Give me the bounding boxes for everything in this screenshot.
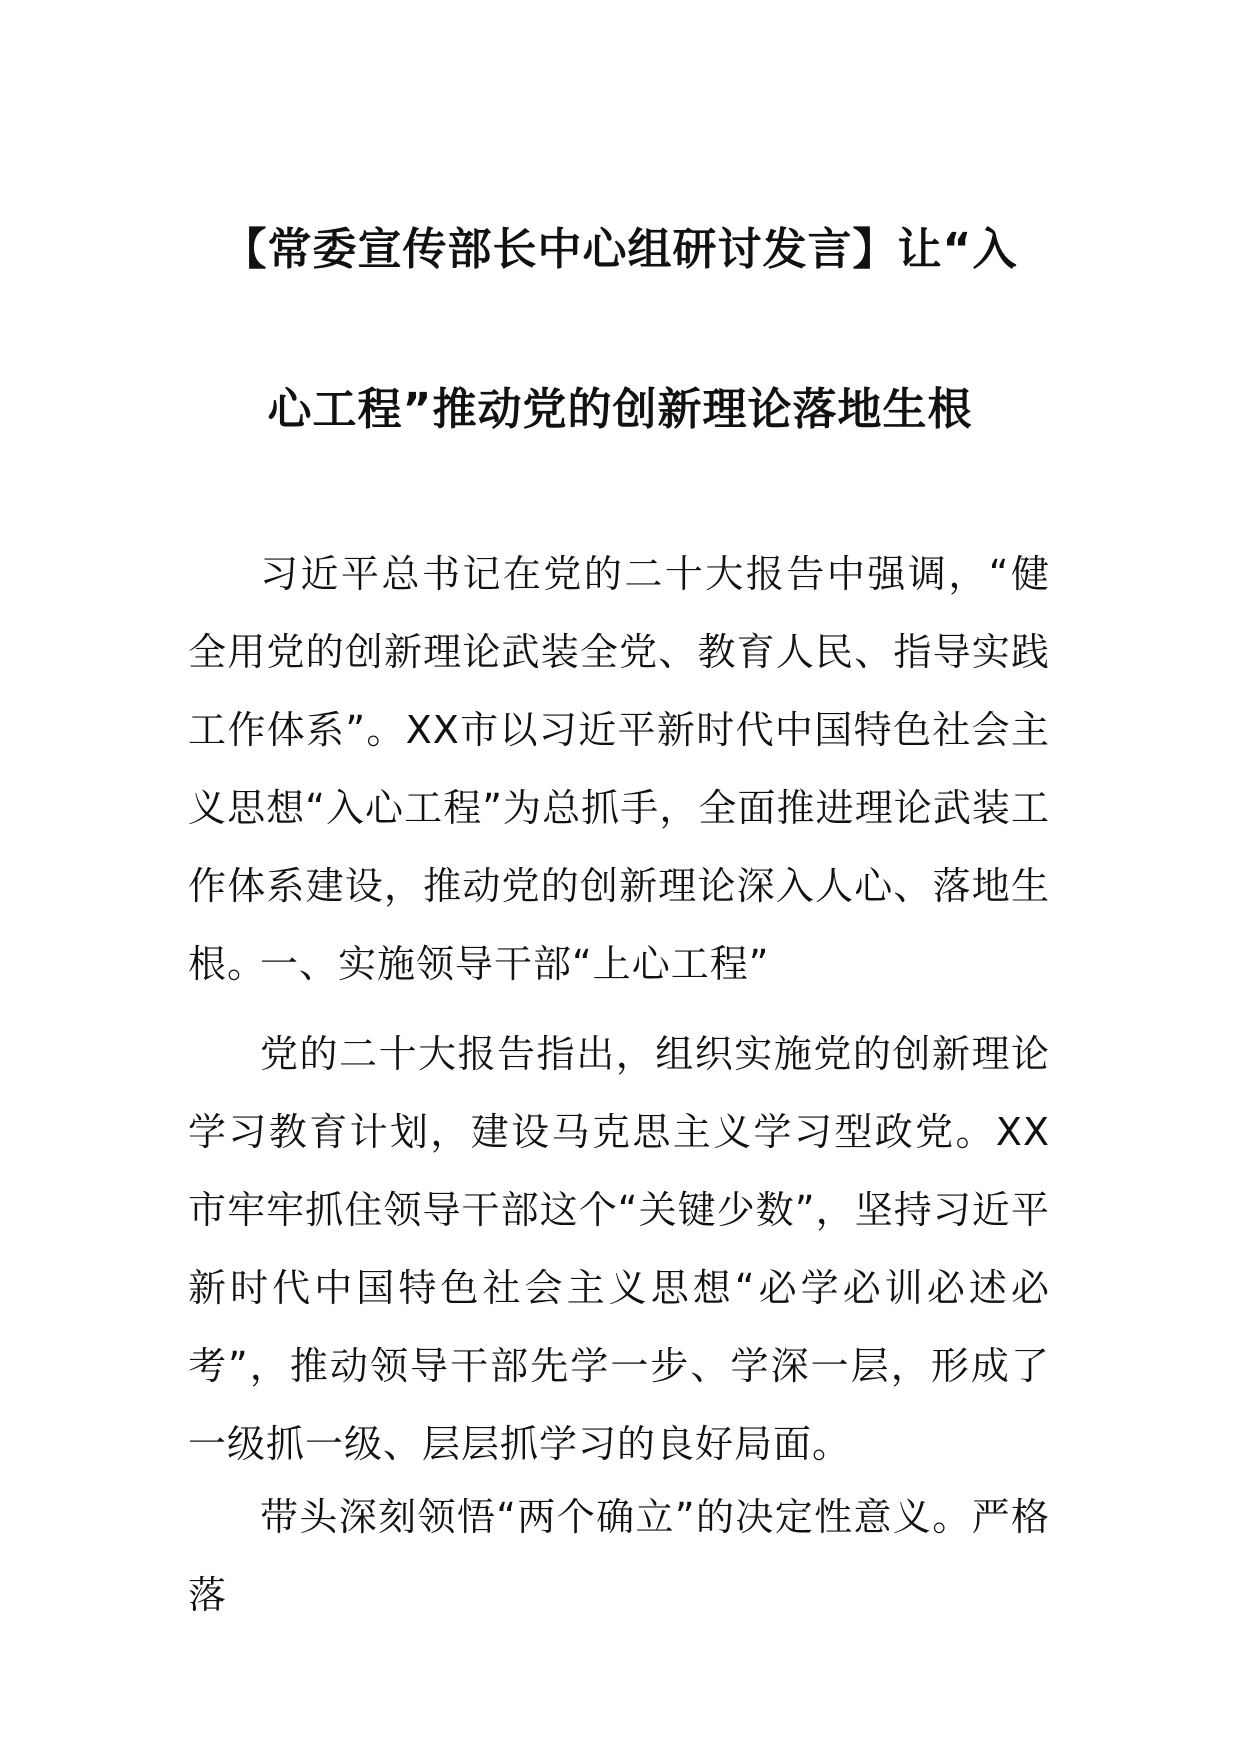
- title-line-1: 【常委宣传部长中心组研讨发言】让“入: [222, 224, 1018, 275]
- section-1-paragraph-1: 党的二十大报告指出，组织实施党的创新理论学习教育计划，建设马克思主义学习型政党。XX市牢牢抓住领导干部这个“关键少数”，坚持习近平新时代中国特色社会主义思想“必学必训必述必考”，推动领导干部先学一步、学深一层，形成了一级抓一级、层层抓学习的良好局面。: [188, 1032, 1050, 1466]
- document-title: [160, 170, 1080, 490]
- intro-paragraph: 习近平总书记在党的二十大报告中强调，“健全用党的创新理论武装全党、教育人民、指导实践工作体系”。XX市以习近平新时代中国特色社会主义思想“入心工程”为总抓手，全面推进理论武装工作体系建设，推动党的创新理论深入人心、落地生根。: [188, 552, 1050, 986]
- section-heading-1: 一、实施领导干部“上心工程”: [260, 942, 770, 986]
- section-1-paragraph-2: 带头深刻领悟“两个确立”的决定性意义。严格落: [188, 1495, 1050, 1617]
- title-line-2: 心工程”推动党的创新理论落地生根: [267, 384, 973, 435]
